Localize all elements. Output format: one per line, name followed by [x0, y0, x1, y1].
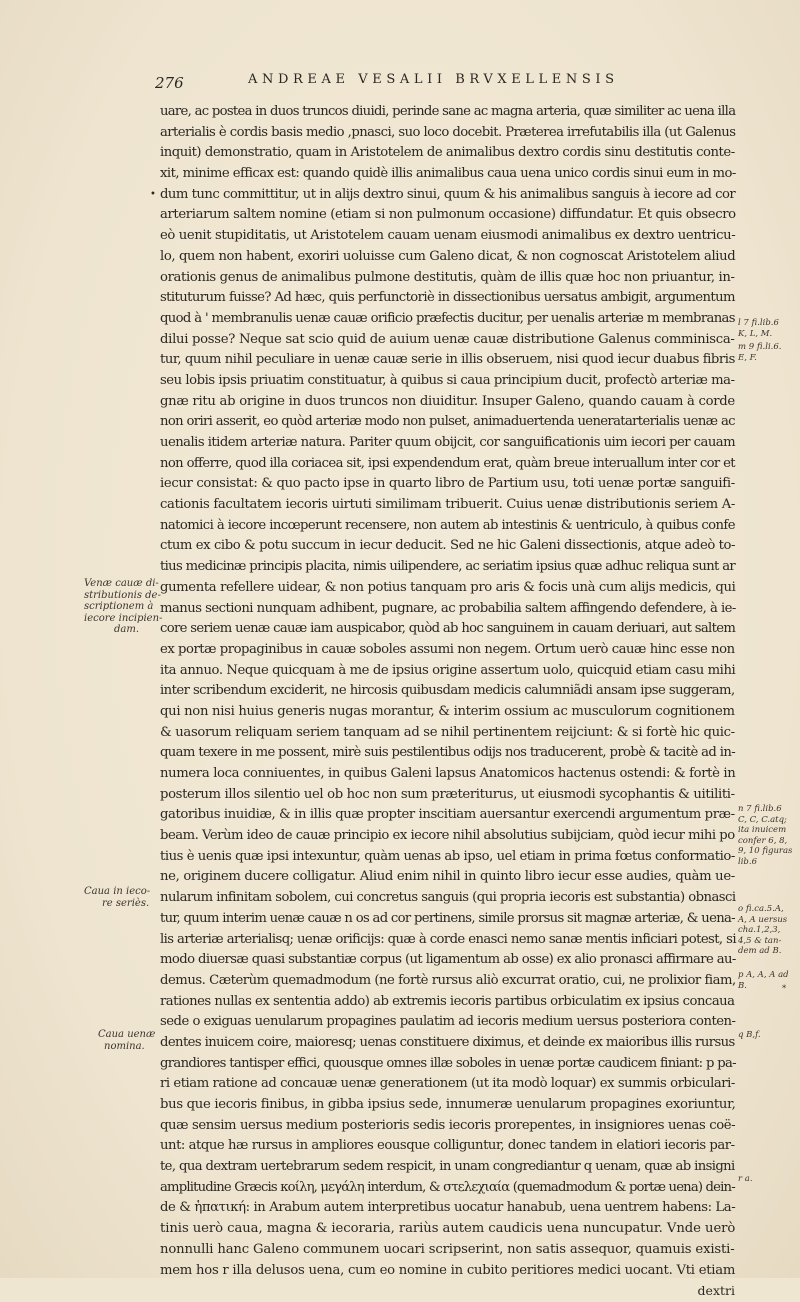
running-head: ANDREAE VESALII BRVXELLENSIS [248, 72, 619, 87]
margin-ref-line: confer 6, 8, [738, 835, 788, 846]
text-line: cationis facultatem iecoris uirtuti similimam tribuerit. Cuius uenæ distributionis seriem A- [160, 497, 736, 513]
text-line: rationes nullas ex sententia addo) ab extremis iecoris partibus orbiculatim ex ipsius concaua [160, 993, 735, 1009]
text-line: demus. Cæterùm quemadmodum (ne fortè rursus aliò excurrat oratio, cui, ne prolixior fiam, [160, 972, 736, 988]
margin-ref-m [738, 342, 796, 363]
text-line: ri etiam ratione ad concauæ uenæ generationem (ut ita modò loquar) ex summis orbiculari- [160, 1076, 735, 1092]
text-line: numera loca conniuentes, in quibus Galeni lapsus Anatomicos hactenus ostendi: & fortè in [160, 766, 736, 781]
text-line: de & ἡπατική: in Arabum autem interpretibus uocatur hanabub, uena uentrem habens: La- [160, 1200, 736, 1216]
margin-ref-line: A, A uersus [738, 914, 788, 925]
margin-note-line: Venæ cauæ di- [84, 578, 159, 589]
text-line: tius è uenis quæ ipsi intexuntur, quàm uenas ab ipso, uel etiam in prima fœtus conformatio- [160, 848, 735, 864]
margin-ref-r [738, 1174, 796, 1185]
text-line: & uasorum reliquam seriem tanquam ad se nihil pertinentem reijciunt: & si fortè hic quic- [160, 724, 735, 740]
margin-ref-line: C, C, C.atq; [738, 814, 787, 825]
catchword: dextri [697, 1283, 735, 1299]
margin-ref-line: K, L, M. [738, 328, 773, 339]
asterisk-mark: * [782, 984, 787, 994]
text-line: arterialis è cordis basis medio ,pnasci, suo loco docebit. Præterea irrefutabilis illa (ut Galenus [160, 124, 736, 140]
margin-note-line: Caua uenæ [98, 1029, 156, 1040]
text-line: manus sectioni nunquam adhibent, pugnare, ac probabilia saltem affingendo defendere, à ie- [160, 600, 736, 616]
text-line: tius medicinæ principis placita, nimis uilipendere, ac seriatim ipsius quæ adhuc reliqua sunt ar [160, 559, 736, 575]
margin-note-line: stributionis de- [84, 589, 161, 601]
margin-ref-line: lib.6 [738, 856, 757, 867]
margin-ref-l [738, 318, 796, 339]
margin-ref-o [738, 904, 796, 957]
margin-asterisk [782, 984, 800, 995]
text-line: lo, quem non habent, exoriri uoluisse cum Galeno dicat, & non cognoscat Aristotelem aliud [160, 248, 736, 264]
text-line: qui non nisi huius generis nugas morantur, & interim ossium ac musculorum cognitionem [160, 703, 735, 719]
margin-note-line: re seriès. [102, 897, 150, 909]
text-line: non oriri asserit, eo quòd arteriæ modo non pulset, animaduertenda ueneratarterialis uenæ ac [160, 414, 735, 430]
margin-note-line: iecore incipien- [84, 612, 163, 624]
page-number: 276 [155, 74, 184, 92]
text-line: mem hos r illa delusos uena, cum eo nomine in cubito peritiores medici uocant. Vti etiam [160, 1262, 736, 1278]
text-line: gnæ ritu ab origine in duos truncos non diuiditur. Insuper Galeno, quando cauam à corde [160, 393, 735, 409]
margin-ref-line: q B,f. [738, 1030, 761, 1040]
body-text [160, 102, 735, 1302]
text-line: gumenta refellere uidear, & non potius tanquam pro aris & focis unà cum alijs medicis, qui [160, 579, 736, 595]
text-line: quod à ' membranulis uenæ cauæ orificio præfectis ducitur, per uenalis arteriæ m membranas [160, 310, 735, 326]
text-line: uare, ac postea in duos truncos diuidi, perinde sane ac magna arteria, quæ similiter ac uena illa [160, 104, 736, 119]
text-line: inquit) demonstratio, quam in Aristotelem de animalibus dextro cordis sinu destitutis conte- [160, 145, 735, 161]
text-line: tur, quum nihil peculiare in uenæ cauæ serie in illis obseruem, nisi quod iecur duabus fibris [160, 352, 735, 368]
text-line: sede o exiguas uenularum propagines paulatim ad iecoris medium uersus posteriora conten- [160, 1014, 736, 1030]
text-line: iecur consistat: & quo pacto ipse in quarto libro de Partium usu, toti uenæ portæ sanguifi- [160, 476, 735, 492]
text-line: seu lobis ipsis priuatim constituatur, à quibus si caua principium ducit, profectò arteriæ ma- [160, 372, 735, 388]
margin-ref-line: cha.1,2,3, [738, 925, 781, 935]
margin-note-line: dam. [114, 624, 140, 635]
margin-ref-line: B. [738, 980, 747, 991]
margin-ref-line: n 7 fi.lib.6 [738, 804, 782, 814]
margin-ref-line: 9, 10 figuras [738, 846, 793, 856]
margin-ref-line: o fi.ca.5.A, [738, 904, 784, 914]
text-line: xit, minime efficax est: quando quidè illis animalibus caua uena unico cordis sinui eum in mo- [160, 166, 736, 182]
text-line: quæ sensim uersus medium posterioris sedis iecoris prorepentes, in insigniores uenas coë- [160, 1117, 736, 1133]
margin-ref-line: l 7 fi.lib.6 [738, 318, 779, 328]
text-line: non offerre, quod illa coriacea sit, ipsi expendendum erat, quàm breue interuallum inter cor et [160, 455, 735, 471]
text-line: ne, originem ducere colligatur. Aliud enim nihil in quinto libro iecur esse audies, quàm ue- [160, 869, 735, 885]
text-line: orationis genus de animalibus pulmone destitutis, quàm de illis quæ hoc non priuantur, in- [160, 269, 735, 285]
text-line: lis arteriæ arterialisq; uenæ orificijs: quæ à corde enasci nemo sanæ mentis inficiari potest, si [160, 931, 736, 947]
text-line: modo diuersæ quasi substantiæ corpus (ut ligamentum ab osse) ex alio pronasci affirmare au- [160, 952, 736, 968]
margin-ref-line: dem ad B. [738, 946, 782, 956]
margin-ref-line: E, F. [738, 352, 757, 363]
text-line: ita annuo. Neque quicquam à me de ipsius origine assertum uolo, quicquid etiam casu mihi [160, 662, 736, 678]
text-line: dum tunc committitur, ut in alijs dextro sinui, quum & his animalibus sanguis à iecore ad cor [160, 186, 736, 202]
text-line: ex portæ propaginibus in cauæ soboles assumi non negem. Ortum uerò cauæ hinc esse non [160, 641, 735, 657]
margin-ref-q [738, 1030, 796, 1041]
text-line: uenalis itidem arteriæ natura. Pariter quum obijcit, cor sanguificationis uim iecori per cauam [160, 435, 736, 450]
text-line: unt: atque hæ rursus in ampliores eousque colliguntur, donec tandem in elatiori iecoris par- [160, 1138, 735, 1154]
margin-ref-line: 4,5 & tan- [738, 935, 782, 946]
margin-ref-line: p A, A, A ad [738, 970, 789, 980]
text-line: nularum infinitam sobolem, cui concretus sanguis (qui propria iecoris est substantia) obnasci [160, 890, 736, 906]
margin-note-line: scriptionem à [84, 601, 154, 612]
text-line: ctum ex cibo & potu succum in iecur deducit. Sed ne hic Galeni dissectionis, atque adeò to- [160, 538, 736, 554]
text-line: arteriarum saltem nomine (etiam si non pulmonum occasione) diffundatur. Et quis obsecro [160, 207, 736, 223]
margin-note-line: nomina. [104, 1040, 145, 1052]
text-line: dilui posse? Neque sat scio quid de auium uenæ cauæ distributione Galenus comminisca- [160, 331, 735, 347]
margin-ref-line: ita inuicem [738, 825, 787, 835]
text-line: grandiores tantisper effici, quousque omnes illæ soboles in uenæ portæ caudicem finiant: p pa- [160, 1055, 736, 1071]
text-line: beam. Verùm ideo de cauæ principio ex iecore nihil absolutius subijciam, quòd iecur mihi po [160, 828, 735, 844]
margin-note-cava-nomina [84, 1029, 156, 1052]
page-header [0, 72, 800, 96]
text-line: natomici à iecore incœperunt recensere, non autem ab intestinis & uentriculo, à quibus confe [160, 517, 735, 533]
text-line: stituturum fuisse? Ad hæc, quis perfunctoriè in dissectionibus uersatus ambigit, argumentum [160, 290, 735, 306]
margin-bullet: • [150, 189, 156, 200]
text-line: quam texere in me possent, mirè suis pestilentibus odijs nos traducerent, probè & tacitè ad in- [160, 745, 736, 761]
margin-ref-line: m 9 fi.li.6. [738, 342, 782, 352]
text-line: posterum illos silentio uel ob hoc non sum præteriturus, ut eiusmodi sycophantis & uitiliti- [160, 786, 735, 802]
text-line: nonnulli hanc Galeno communem uocari scripserint, non satis assequor, quamuis existi- [160, 1241, 735, 1257]
text-line: dentes inuicem coire, maioresq; uenas constituere diximus, et deinde ex maioribus illis rursus [160, 1034, 735, 1050]
margin-ref-n [738, 804, 796, 867]
margin-note-line: Caua in ieco- [84, 886, 151, 897]
text-line: te, qua dextram uertebrarum sedem respicit, in unam congrediantur q uenam, quæ ab insigni [160, 1159, 735, 1175]
margin-note-vena-cava-distribution [84, 578, 163, 636]
text-line: bus que iecoris finibus, in gibba ipsius sede, innumeræ uenularum propagines exoriuntur, [160, 1097, 736, 1112]
text-line: tinis uerò caua, magna & iecoraria, rariùs autem caudicis uena nuncupatur. Vnde uerò [160, 1221, 736, 1237]
text-line: gatoribus inuidiæ, & in illis quæ propter inscitiam auersantur exercendi argumentum præ- [160, 807, 735, 823]
text-line: tur, quum interim uenæ cauæ n os ad cor pertinens, simile prorsus sit magnæ arteriæ, & uena- [160, 910, 735, 926]
text-line: eò uenit stupiditatis, ut Aristotelem cauam uenam eiusmodi animalibus ex dextro uentricu- [160, 228, 736, 244]
text-line: amplitudine Græcis κοίλη, μεγάλη interdum, & στελεχιαία (quemadmodum & portæ uena) dein- [160, 1179, 735, 1195]
text-line: inter scribendum exciderit, ne hircosis quibusdam medicis calumniãdi ansam ipse suggeram, [160, 683, 735, 699]
margin-note-cava-in-iecore [84, 886, 156, 909]
margin-ref-line: r a. [738, 1174, 753, 1184]
text-line: core seriem uenæ cauæ iam auspicabor, quòd ab hoc sanguinem in cauam deriuari, aut saltem [160, 621, 736, 637]
